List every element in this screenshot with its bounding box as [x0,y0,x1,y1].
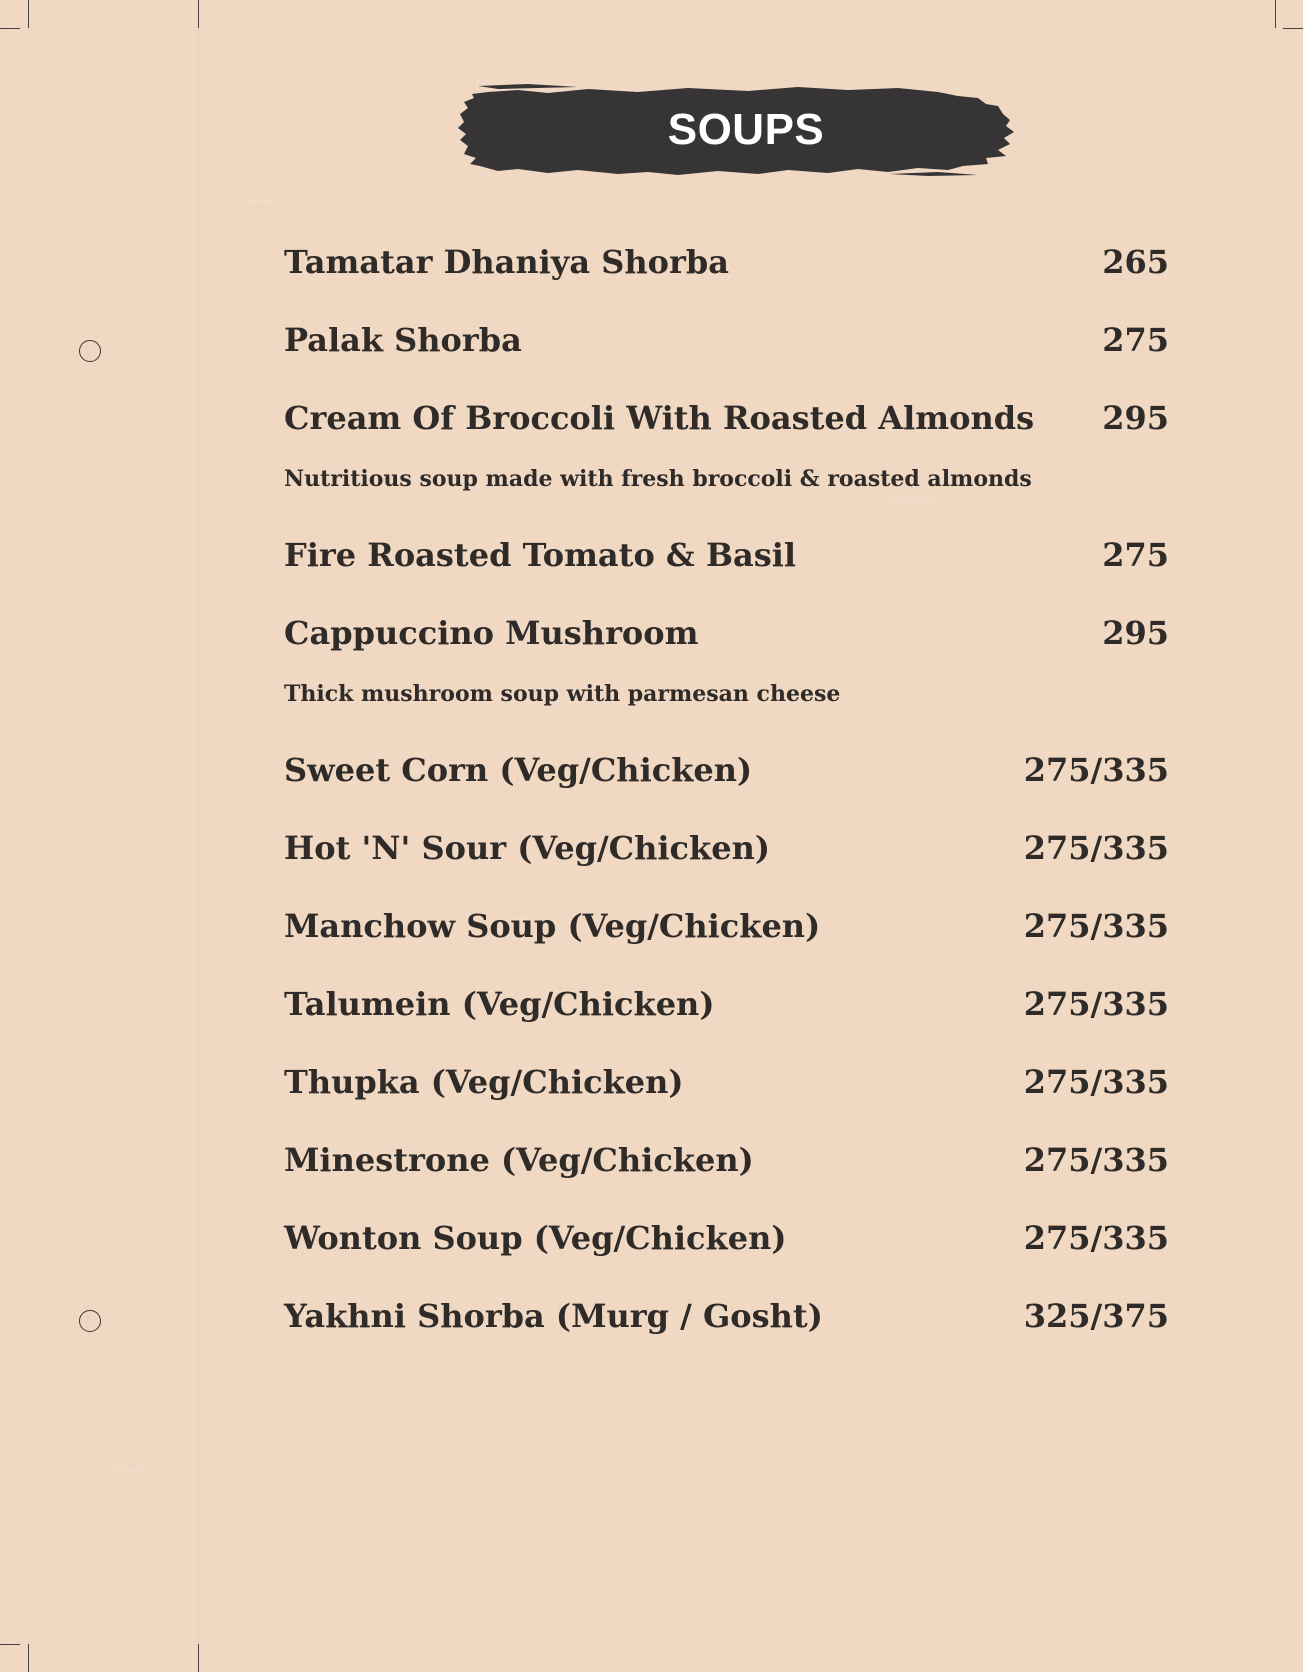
item-price: 275/335 [1023,1141,1169,1179]
crop-mark-bottom-fold [198,1644,199,1672]
item-price: 325/375 [1023,1297,1169,1335]
item-name: Minestrone (Veg/Chicken) [284,1141,754,1179]
crop-mark-top-right [1275,0,1276,28]
item-name: Manchow Soup (Veg/Chicken) [284,907,821,945]
item-description: Thick mushroom soup with parmesan cheese [284,681,841,707]
item-price: 275/335 [1023,985,1169,1023]
punch-hole-upper [79,340,101,362]
item-name: Thupka (Veg/Chicken) [284,1063,684,1101]
item-price: 265 [1102,243,1169,281]
item-price: 275/335 [1023,751,1169,789]
crop-mark-bottom-left [28,1644,29,1672]
item-name: Palak Shorba [284,321,522,359]
item-price: 275/335 [1023,1063,1169,1101]
crop-mark-top-right-h [1283,28,1303,29]
section-title-banner [458,84,1014,176]
item-price: 295 [1102,614,1169,652]
page-fold-line [198,0,199,1672]
item-price: 295 [1102,399,1169,437]
item-name: Talumein (Veg/Chicken) [284,985,715,1023]
item-price: 275/335 [1023,1219,1169,1257]
item-name: Yakhni Shorba (Murg / Gosht) [284,1297,823,1335]
item-name: Tamatar Dhaniya Shorba [284,243,729,281]
item-price: 275/335 [1023,907,1169,945]
crop-mark-top-fold [198,0,199,28]
crop-mark-top-left-h [0,28,20,29]
crop-mark-top-left [28,0,29,28]
item-price: 275 [1102,536,1169,574]
crop-mark-bottom-left-h [0,1644,20,1645]
item-name: Fire Roasted Tomato & Basil [284,536,797,574]
item-name: Wonton Soup (Veg/Chicken) [284,1219,787,1257]
section-title: SOUPS [667,105,825,154]
item-name: Hot 'N' Sour (Veg/Chicken) [284,829,770,867]
item-description: Nutritious soup made with fresh broccoli & roasted almonds [284,466,1032,492]
item-name: Sweet Corn (Veg/Chicken) [284,751,753,789]
item-name: Cappuccino Mushroom [284,614,699,652]
item-price: 275 [1102,321,1169,359]
item-price: 275/335 [1023,829,1169,867]
item-name: Cream Of Broccoli With Roasted Almonds [284,399,1035,437]
punch-hole-lower [79,1310,101,1332]
